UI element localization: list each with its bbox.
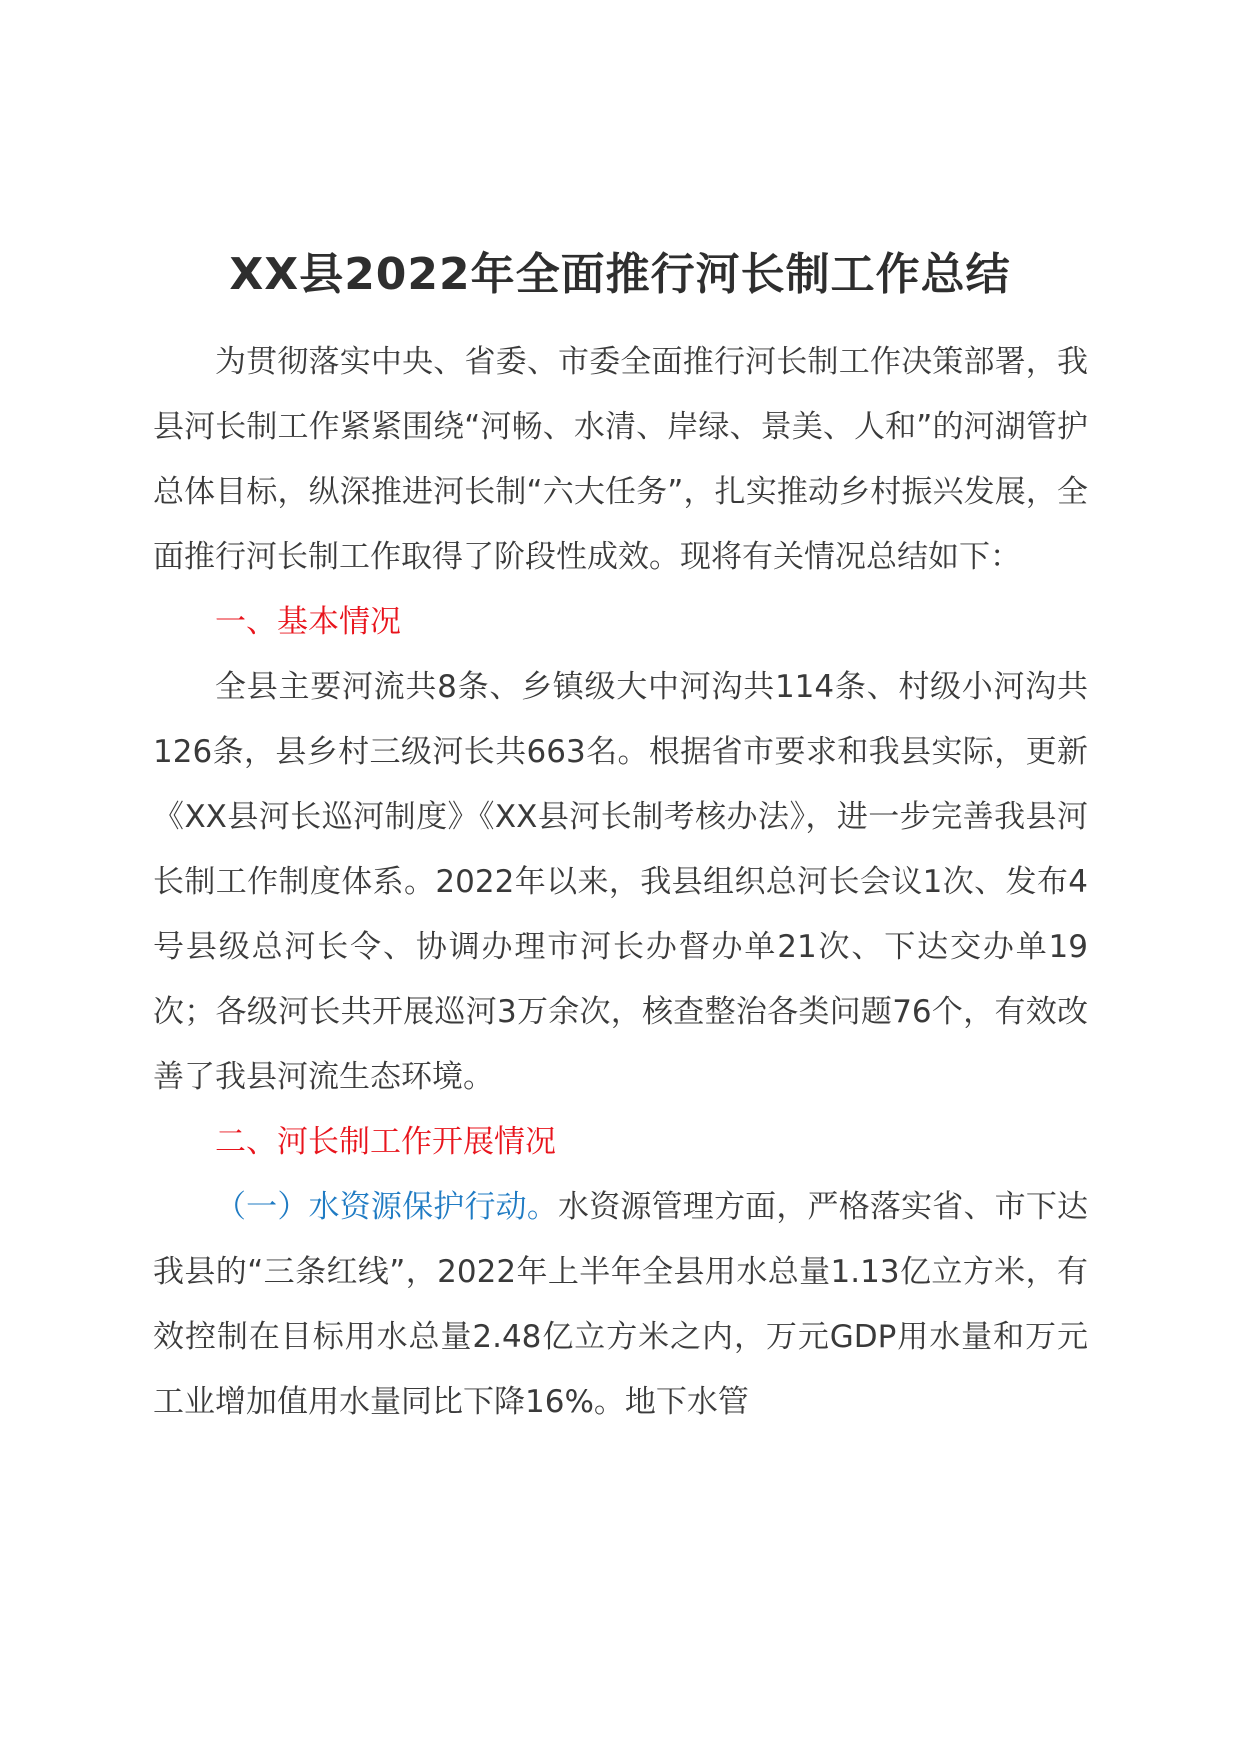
intro-paragraph: 为贯彻落实中央、省委、市委全面推行河长制工作决策部署，我县河长制工作紧紧围绕“河畅、水清、岸绿、景美、人和”的河湖管护总体目标，纵深推进河长制“六大任务”，扎实推动乡村振兴发展，全面推行河长制工作取得了阶段性成效。现将有关情况总结如下： xyxy=(153,344,1088,575)
document-title: XX县2022年全面推行河长制工作总结 xyxy=(229,249,1011,300)
subsection-heading-water: （一）水资源保护行动。 xyxy=(215,1189,559,1225)
subsection-paragraph-water xyxy=(153,1175,1088,1435)
subsection-text-water: 水资源管理方面，严格落实省、市下达我县的“三条红线”，2022年上半年全县用水总量1.13亿立方米，有效控制在目标用水总量2.48亿立方米之内，万元GDP用水量和万元工业增加值用水量同比下降16%。地下水管 xyxy=(153,1189,1089,1420)
section-heading-basic: 一、基本情况 xyxy=(215,604,401,640)
document-body xyxy=(153,330,1088,1435)
section-paragraph-basic: 全县主要河流共8条、乡镇级大中河沟共114条、村级小河沟共126条，县乡村三级河长共663名。根据省市要求和我县实际，更新《XX县河长巡河制度》《XX县河长制考核办法》，进一步完善我县河长制工作制度体系。2022年以来，我县组织总河长会议1次、发布4号县级总河长令、协调办理市河长办督办单21次、下达交办单19次；各级河长共开展巡河3万余次，核查整治各类问题76个，有效改善了我县河流生态环境。 xyxy=(153,669,1088,1095)
section-heading-work: 二、河长制工作开展情况 xyxy=(215,1124,556,1160)
